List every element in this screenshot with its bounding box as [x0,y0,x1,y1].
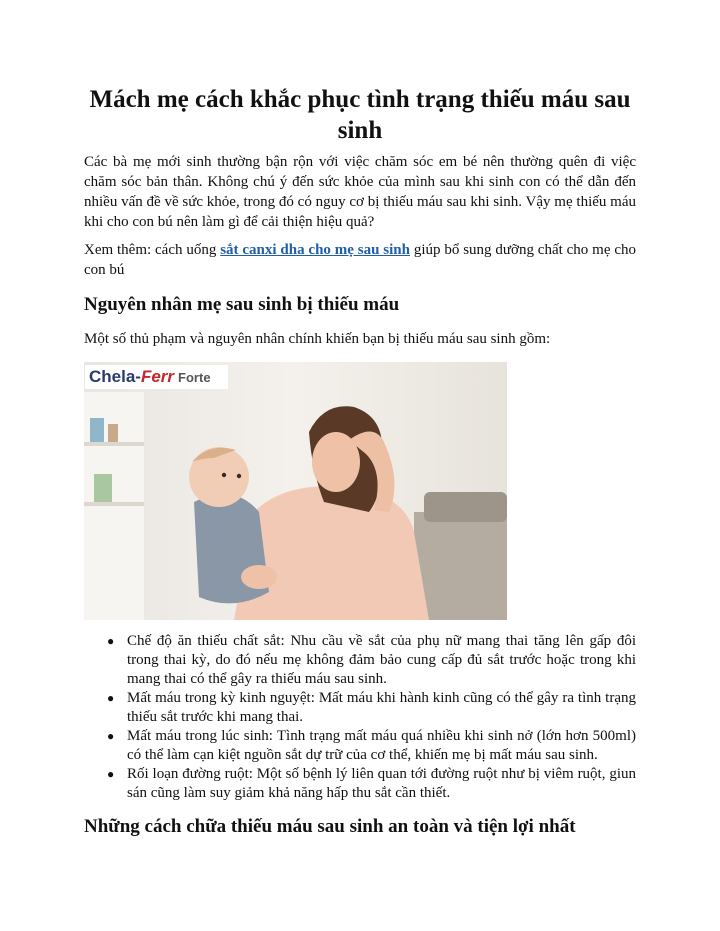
list-item-text: Mất máu trong kỳ kinh nguyệt: Mất máu khi hành kinh cũng có thể gây ra tình trạng thiếu sắt trước khi mang thai. [127,690,636,725]
see-also-paragraph [84,240,636,280]
causes-list [84,632,636,803]
intro-paragraph: Các bà mẹ mới sinh thường bận rộn với việc chăm sóc em bé nên thường quên đi việc chăm sóc bản thân. Không chú ý đến sức khỏe của mình sau khi sinh con có thể dẫn đến nhiều vấn đề về sức khỏe, trong đó có nguy cơ bị thiếu máu sau khi sinh. Vậy mẹ thiếu máu khi cho con bú nên làm gì để cải thiện hiệu quả? [84,154,636,230]
bullet-icon: ● [107,767,115,781]
causes-lead: Một số thủ phạm và nguyên nhân chính khiến bạn bị thiếu máu sau sinh gồm: [84,331,551,347]
bullet-icon: ● [107,691,115,705]
section-heading-treatments: Những cách chữa thiếu máu sau sinh an toàn và tiện lợi nhất [84,816,576,837]
list-item [84,689,636,727]
list-item-text: Rối loạn đường ruột: Một số bệnh lý liên quan tới đường ruột như bị viêm ruột, giun sán cũng làm suy giảm khả năng hấp thu sắt cần thiết. [127,766,636,801]
photo-illustration [84,362,507,620]
document-page [84,84,636,839]
bullet-icon: ● [107,634,115,648]
see-also-link[interactable]: sắt canxi dha cho mẹ sau sinh [220,242,410,258]
see-also-suffix: giúp bổ sung dưỡng chất cho mẹ cho con bú [84,242,636,278]
list-item-text: Chế độ ăn thiếu chất sắt: Nhu cầu về sắt của phụ nữ mang thai tăng lên gấp đôi trong thai kỳ, do đó nếu mẹ không đảm bảo cung cấp đủ sắt trước hoặc trong khi mang thai có thể gây ra thiếu máu sau sinh. [127,633,636,687]
mother-baby-photo [84,362,507,620]
brand-part3: Forte [178,370,211,385]
list-item [84,632,636,689]
list-item-text: Mất máu trong lúc sinh: Tình trạng mất máu quá nhiều khi sinh nở (lớn hơn 500ml) có thể làm cạn kiệt nguồn sắt dự trữ của cơ thể, khiến mẹ bị mất máu sau sinh. [127,728,636,763]
list-item [84,727,636,765]
page-title: Mách mẹ cách khắc phục tình trạng thiếu máu sau sinh [89,86,631,144]
brand-part2: Ferr [140,367,175,386]
list-item [84,765,636,803]
section-heading-causes: Nguyên nhân mẹ sau sinh bị thiếu máu [84,294,400,315]
see-also-prefix: Xem thêm: cách uống [84,242,221,258]
brand-part1: Chela- [89,367,141,386]
brand-logo [85,365,228,389]
bullet-icon: ● [107,729,115,743]
